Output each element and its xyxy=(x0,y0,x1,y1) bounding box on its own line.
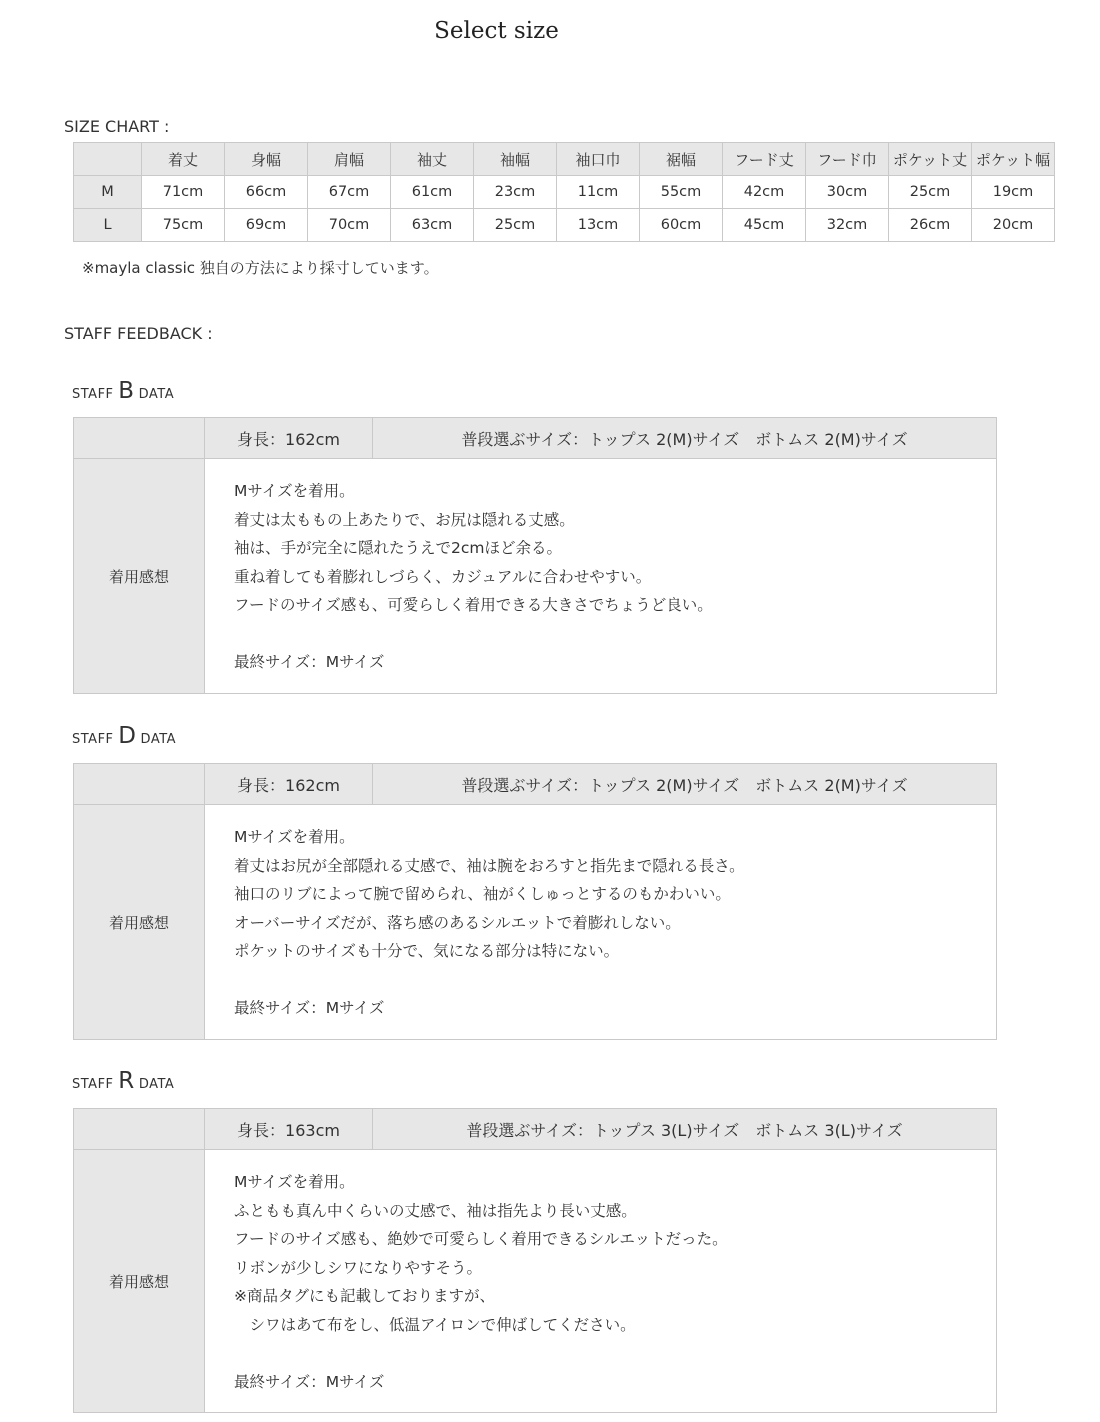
column-header: フード丈 xyxy=(723,143,806,176)
staff-usual-size: 普段選ぶサイズ：トップス 2(M)サイズ ボトムス 2(M)サイズ xyxy=(373,764,997,805)
column-header: ポケット幅 xyxy=(972,143,1055,176)
staff-header-row xyxy=(74,764,997,805)
staff-d-table xyxy=(73,763,997,1040)
measurement-note: ※mayla classic 独自の方法により採寸しています。 xyxy=(82,259,439,277)
staff-header-row xyxy=(74,418,997,459)
staff-prefix: STAFF xyxy=(72,732,114,747)
column-header: 着丈 xyxy=(142,143,225,176)
impression-line: フードのサイズ感も、可愛らしく着用できる大きさでちょうど良い。 xyxy=(234,596,713,614)
staff-r-table xyxy=(73,1108,997,1413)
staff-letter: D xyxy=(118,723,136,749)
staff-suffix: DATA xyxy=(138,387,175,402)
staff-height: 身長：162cm xyxy=(205,764,373,805)
impression-line: リボンが少しシワになりやすそう。 xyxy=(234,1258,483,1277)
staff-usual-size: 普段選ぶサイズ：トップス 2(M)サイズ ボトムス 2(M)サイズ xyxy=(373,418,997,459)
column-header: 身幅 xyxy=(225,143,308,176)
staff-header-blank xyxy=(74,1109,205,1150)
table-cell: 71cm xyxy=(142,176,225,209)
table-cell: 42cm xyxy=(723,176,806,209)
final-size: 最終サイズ：Mサイズ xyxy=(234,999,385,1017)
staff-feedback-label: STAFF FEEDBACK : xyxy=(64,324,213,343)
impression-line: ふともも真ん中くらいの丈感で、袖は指先より長い丈感。 xyxy=(234,1201,637,1220)
final-size: 最終サイズ：Mサイズ xyxy=(234,1372,385,1391)
staff-height: 身長：162cm xyxy=(205,418,373,459)
table-cell: 75cm xyxy=(142,209,225,242)
staff-d-title xyxy=(72,723,176,749)
impression-label: 着用感想 xyxy=(74,459,205,694)
impression-line: Mサイズを着用。 xyxy=(234,1173,355,1191)
table-cell: 19cm xyxy=(972,176,1055,209)
impression-line: ※商品タグにも記載しておりますが、 xyxy=(234,1287,495,1305)
staff-prefix: STAFF xyxy=(72,1077,114,1092)
table-cell: 69cm xyxy=(225,209,308,242)
staff-suffix: DATA xyxy=(140,732,177,747)
impression-line: フードのサイズ感も、絶妙で可愛らしく着用できるシルエットだった。 xyxy=(234,1230,728,1248)
staff-header-blank xyxy=(74,418,205,459)
impression-line: ポケットのサイズも十分で、気になる部分は特にない。 xyxy=(234,942,620,960)
table-cell: 26cm xyxy=(889,209,972,242)
column-header: 袖丈 xyxy=(391,143,474,176)
impression-body xyxy=(205,459,997,694)
impression-line: 着丈は太ももの上あたりで、お尻は隠れる丈感。 xyxy=(234,510,575,529)
staff-impression-row xyxy=(74,459,997,694)
staff-b-table xyxy=(73,417,997,694)
impression-label: 着用感想 xyxy=(74,805,205,1040)
impression-line: Mサイズを着用。 xyxy=(234,828,355,846)
size-row-label: L xyxy=(74,209,142,242)
staff-b-title xyxy=(72,378,174,404)
table-cell: 63cm xyxy=(391,209,474,242)
table-cell: 23cm xyxy=(474,176,557,209)
table-cell: 32cm xyxy=(806,209,889,242)
column-header: 袖幅 xyxy=(474,143,557,176)
staff-height: 身長：163cm xyxy=(205,1109,373,1150)
column-header: フード巾 xyxy=(806,143,889,176)
impression-line: オーバーサイズだが、落ち感のあるシルエットで着膨れしない。 xyxy=(234,913,681,932)
table-row xyxy=(74,176,1055,209)
table-cell: 25cm xyxy=(889,176,972,209)
table-cell: 30cm xyxy=(806,176,889,209)
table-cell: 45cm xyxy=(723,209,806,242)
table-cell: 61cm xyxy=(391,176,474,209)
impression-line: 重ね着しても着膨れしづらく、カジュアルに合わせやすい。 xyxy=(234,567,652,586)
staff-suffix: DATA xyxy=(138,1077,175,1092)
table-cell: 25cm xyxy=(474,209,557,242)
staff-header-row xyxy=(74,1109,997,1150)
size-row-label: M xyxy=(74,176,142,209)
size-chart-corner xyxy=(74,143,142,176)
table-cell: 60cm xyxy=(640,209,723,242)
size-chart-table xyxy=(73,142,1055,242)
page-title: Select size xyxy=(434,18,559,44)
impression-line: 袖口のリブによって腕で留められ、袖がくしゅっとするのもかわいい。 xyxy=(234,885,731,903)
staff-usual-size: 普段選ぶサイズ：トップス 3(L)サイズ ボトムス 3(L)サイズ xyxy=(373,1109,997,1150)
impression-line: シワはあて布をし、低温アイロンで伸ばしてください。 xyxy=(234,1315,636,1334)
table-row xyxy=(74,209,1055,242)
table-cell: 55cm xyxy=(640,176,723,209)
impression-body xyxy=(205,1150,997,1413)
column-header: 袖口巾 xyxy=(557,143,640,176)
table-cell: 13cm xyxy=(557,209,640,242)
staff-impression-row xyxy=(74,805,997,1040)
impression-line: Mサイズを着用。 xyxy=(234,482,355,500)
staff-impression-row xyxy=(74,1150,997,1413)
table-cell: 66cm xyxy=(225,176,308,209)
staff-letter: R xyxy=(118,1068,135,1094)
staff-letter: B xyxy=(118,378,134,404)
column-header: 裾幅 xyxy=(640,143,723,176)
impression-line: 着丈はお尻が全部隠れる丈感で、袖は腕をおろすと指先まで隠れる長さ。 xyxy=(234,856,745,875)
staff-header-blank xyxy=(74,764,205,805)
column-header: ポケット丈 xyxy=(889,143,972,176)
size-chart-label: SIZE CHART : xyxy=(64,117,170,136)
column-header: 肩幅 xyxy=(308,143,391,176)
final-size: 最終サイズ：Mサイズ xyxy=(234,653,385,671)
staff-r-title xyxy=(72,1068,174,1094)
table-cell: 67cm xyxy=(308,176,391,209)
staff-prefix: STAFF xyxy=(72,387,114,402)
size-chart-header-row xyxy=(74,143,1055,176)
impression-body xyxy=(205,805,997,1040)
impression-label: 着用感想 xyxy=(74,1150,205,1413)
table-cell: 70cm xyxy=(308,209,391,242)
impression-line: 袖は、手が完全に隠れたうえで2cmほど余る。 xyxy=(234,539,562,557)
table-cell: 11cm xyxy=(557,176,640,209)
table-cell: 20cm xyxy=(972,209,1055,242)
